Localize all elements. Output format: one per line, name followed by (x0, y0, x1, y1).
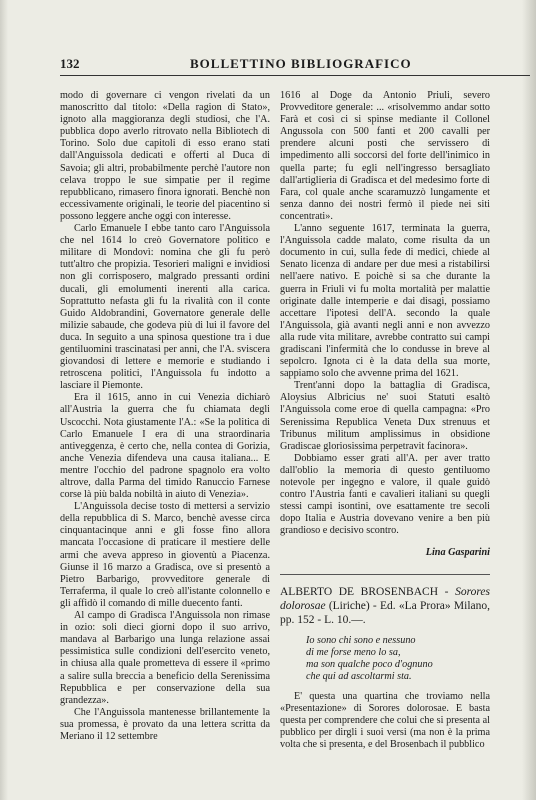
paragraph: Carlo Emanuele I ebbe tanto caro l'Anguissola che nel 1614 lo creò Governatore politico e militare di Mondovì: nomina che gli fu però tutt'altro che propizia. Tesorieri maligni e invidiosi non gli corrisposero, malgrado pressanti ordini ducali, gli emolumenti inerenti alla carica. Soprattutto nefasta gli fu la rivalità con il conte Guido Aldobrandini, Governatore generale delle milizie sabaude, che godeva più di lui il favore del duca. In seguito a una spinosa questione tra i due gentiluomini trascinatasi per anni, che l'A. sviscera giovandosi di lettere e memorie e studiando i retroscena politici, l'Anguissola fu indotto a lasciare il Piemonte. (60, 223, 270, 392)
paragraph: L'Anguissola decise tosto di mettersi a servizio della repubblica di S. Marco, benchè avesse circa cinquantacinque anni e gli fosse fino allora mancata l'occasione di praticare il mestiere delle armi che aveva appreso in gioventù a Piacenza. Giunse il 16 marzo a Gradisca, ove si presentò a Pietro Barbarigo, provveditore generale di Terraferma, il quale lo creò all'istante colonnello e gli affidò il comando di mille duecento fanti. (60, 501, 270, 609)
page-number: 132 (60, 56, 80, 71)
header-rule (60, 75, 530, 76)
paragraph: E' questa una quartina che troviamo nella «Presentazione» di Sorores dolorosae. E basta questa per comprendere che colui che si presenta al pubblico per dirgli i suoi versi (ma non è la prima volta che si presenta, e del Brosenbach il pubblico (280, 690, 490, 751)
review-heading (280, 585, 490, 627)
review-publication-details: (Liriche) - Ed. «La Prora» Milano, pp. 152 - L. 10.—. (280, 599, 490, 626)
author-signature: Lina Gasparini (425, 547, 490, 559)
paragraph: Che l'Anguissola mantenesse brillantemente la sua promessa, è provato da una lettera scritta da Meriano il 12 settembre (60, 706, 270, 742)
page-edge-shadow-right (522, 0, 536, 800)
running-title: BOLLETTINO BIBLIOGRAFICO (190, 56, 412, 71)
paragraph: Dobbiamo esser grati all'A. per aver tratto dall'oblio la memoria di questo gentiluomo notevole per ingegno e valore, il quale guidò contro l'Austria fanti e cavalieri italiani su quegli stessi campi isontini, ove esattamente tre secoli dopo Italia e Austria dovevano venire a ben più grandioso e decisivo scontro. (280, 452, 490, 537)
page-header (60, 56, 530, 76)
review-book-title: Sorores dolorosae (280, 585, 490, 612)
paragraph: Era il 1615, anno in cui Venezia dichiarò all'Austria la guerra che fu chiamata degli Uscocchi. Nota giustamente l'A.: «Se la politica di Carlo Emanuele I era di una straordinaria antiveggenza, è certo che, nella contea di Gorizia, anche Venezia difendeva una causa italiana... E mentre l'occhio del padrone spagnolo era volto altrove, dalla Parma del timido Ranuccio Farnese corse là più balda nobiltà in aiuto di Venezia». (60, 392, 270, 501)
poem-line: che qui ad ascoltarmi sta. (306, 670, 412, 682)
review-author: ALBERTO DE BROSENBACH - (280, 585, 456, 598)
section-divider (280, 574, 490, 575)
paragraph: 1616 al Doge da Antonio Priuli, severo Provveditore generale: ... «risolvemmo andar sotto Farà et così ci si spinse mediante il Collonel Angussola con 500 fanti et 200 cavalli per prendere alcuni posti che servissero di impedimento alli soccorsi del forte dell'inimico in quella parte; fu egli nell'ingresso bersagliato dall'artiglieria di Gradisca et del medesimo forte di Fara, col quale anche scaramuzzò lungamente et senza danno dei nostri fermò il piede nei siti concentrati». (280, 90, 490, 222)
left-column (60, 90, 270, 743)
paragraph: Al campo di Gradisca l'Anguissola non rimase in ozio: soli dieci giorni dopo il suo arrivo, mandava al Barbarigo una lunga relazione assai pessimistica sulle condizioni dell'esercito veneto, in chiusa alla quale prometteva di essere il «primo a salire sulla breccia a beneficio della Serenissima Repubblica e per conservazione della sua grandezza». (60, 610, 270, 706)
right-column (280, 90, 490, 751)
quoted-poem (280, 635, 490, 683)
paragraph: L'anno seguente 1617, terminata la guerra, l'Anguissola cadde malato, come risulta da un documento in cui, sulla fede di medici, chiede al Senato licenza di andare per due mesi a ristabilirsi nell'aere nativo. E poichè si sa che durante la guerra in Friuli vi fu molta mortalità per malattie originate dalle intemperie e dai disagi, possiamo accettare l'ipotesi dell'A. secondo la quale l'Anguissola, già avanti negli anni e non avvezzo alla rude vita militare, avrebbe contratto sui campi gradiscani l'infermità che lo condusse in breve al sepolcro. Ignota ci è la data della sua morte, sappiamo solo che avvenne prima del 1621. (280, 223, 490, 380)
paragraph: modo di governare ci vengon rivelati da un manoscritto dal titolo: «Della ragion di Stato», ignoto alla maggioranza degli studiosi, che l'A. pubblica dopo averlo ritrovato nella Bibliotech di Torino. Solo due capitoli di esso erano stati dall'Anguissola dedicati e offerti al Duca di Savoia; gli altri, probabilmente perchè l'autore non celava troppo le sue simpatie per il regime repubblicano, rimasero finora ignorati. Benchè non eccessivamente originali, le teorie del piacentino si possono leggere anche oggi con interesse. (60, 90, 270, 222)
poem-line: ma son qualche poco d'ognuno (306, 658, 433, 670)
poem-line: di me forse meno lo sa, (306, 646, 401, 658)
paragraph: Trent'anni dopo la battaglia di Gradisca, Aloysius Albricius ne' suoi Statuti esaltò l'Anguissola come eroe di quella campagna: «Pro Serenissima Republica Veneta Dux strenuus et Tribunus militum amplissimus in obsidione Gradiscae gloriosissima perpetravit facinora». (280, 380, 490, 452)
poem-line: Io sono chi sono e nessuno (306, 634, 416, 646)
page-edge-shadow-left (0, 0, 8, 800)
